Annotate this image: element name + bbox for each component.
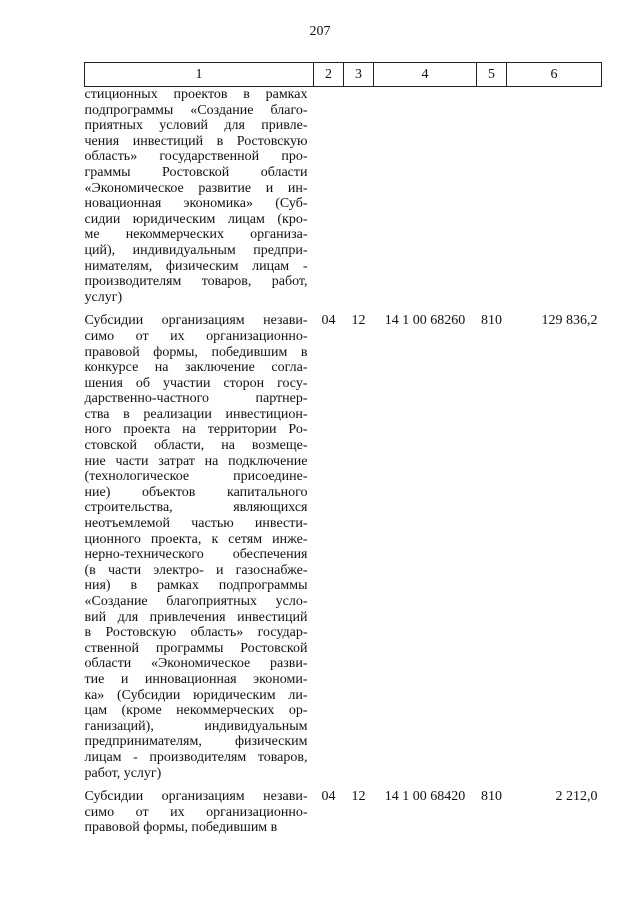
description-line: ка» (Субсидии юридическим ли-: [84, 687, 308, 703]
description-line: ние) объектов капитального: [84, 484, 308, 500]
description-line: шения об участии сторон госу-: [84, 375, 308, 391]
description-line: предпринимателям, физическим: [84, 734, 308, 750]
description-line: подпрограммы «Создание благо-: [84, 102, 308, 118]
subsection-code: 12: [351, 313, 366, 329]
description-line: приятных условий для привле-: [84, 118, 308, 134]
description-line: ного проекта на территории Ро-: [84, 422, 308, 438]
description-line: ме некоммерческих организа-: [84, 227, 308, 243]
amount: 2 212,0: [555, 789, 598, 805]
description-line: неотъемлемой частью инвести-: [84, 516, 308, 532]
expense-type-code: 810: [481, 313, 502, 329]
section-code: 04: [321, 313, 336, 329]
page-number: 207: [309, 24, 331, 39]
description-line: граммы Ростовской области: [84, 164, 308, 180]
description-line: тие и инновационная экономи-: [84, 671, 308, 687]
row-spacer: [85, 781, 602, 789]
description-line: ганизаций), индивидуальным: [84, 718, 308, 734]
description-line: ционного проекта, к сетям инже-: [84, 531, 308, 547]
description-line: сидии юридическим лицам (кро-: [84, 211, 308, 227]
description-line: в Ростовскую область» государ-: [84, 625, 308, 641]
header-col-2: 2: [314, 63, 344, 87]
description-line: ния) в рамках подпрограммы: [84, 578, 308, 594]
subsection-code: 12: [351, 789, 366, 805]
description-line: симо от их организационно-: [84, 328, 308, 344]
target-article-code: 14 1 00 68420: [384, 789, 466, 805]
target-article-code: 14 1 00 68260: [384, 313, 466, 329]
description-line: нимателям, физическим лицам -: [84, 258, 308, 274]
description-line: ние части затрат на подключение: [84, 453, 308, 469]
description-line: правовой формы, победившим в: [84, 820, 278, 836]
description-line: симо от их организационно-: [84, 804, 308, 820]
description-line: ства в реализации инвестицион-: [84, 406, 308, 422]
row-description: [85, 313, 314, 781]
header-col-1: 1: [85, 63, 314, 87]
table-header-row: [85, 63, 602, 87]
description-line: стовской области, на возмеще-: [84, 438, 308, 454]
row-description: [85, 87, 314, 306]
description-line: правовой формы, победившим в: [84, 344, 308, 360]
section-code: [314, 87, 344, 306]
description-line: цам (кроме некоммерческих ор-: [84, 703, 308, 719]
description-line: области «Экономическое разви-: [84, 656, 308, 672]
expense-type-code: [477, 87, 507, 306]
description-line: Субсидии организациям незави-: [84, 313, 308, 329]
header-col-6: 6: [507, 63, 602, 87]
table-row: [85, 87, 602, 306]
description-line: нерно-технического обеспечения: [84, 547, 308, 563]
description-line: «Экономическое развитие и ин-: [84, 180, 308, 196]
description-line: конкурсе на заключение согла-: [84, 360, 308, 376]
description-line: ций), индивидуальным предпри-: [84, 242, 308, 258]
header-col-5: 5: [477, 63, 507, 87]
description-line: стиционных проектов в рамках: [84, 87, 308, 102]
header-col-4: 4: [374, 63, 477, 87]
description-line: дарственно-частного партнер-: [84, 391, 308, 407]
description-line: работ, услуг): [84, 765, 162, 781]
budget-table: [84, 62, 602, 836]
description-line: область» государственной про-: [84, 149, 308, 165]
description-line: (в части электро- и газоснабже-: [84, 562, 308, 578]
description-line: производителям товаров, работ,: [84, 274, 308, 290]
target-article-code: [374, 87, 477, 306]
subsection-code: [344, 87, 374, 306]
description-line: «Создание благоприятных усло-: [84, 594, 308, 609]
description-line: строительства, являющихся: [84, 500, 308, 516]
description-line: услуг): [84, 289, 123, 305]
row-spacer: [85, 305, 602, 313]
header-col-3: 3: [344, 63, 374, 87]
description-line: ственной программы Ростовской: [84, 640, 308, 656]
description-line: новационная экономика» (Суб-: [84, 196, 308, 212]
row-description: [85, 789, 314, 836]
table-row: [85, 789, 602, 836]
table-row: [85, 313, 602, 781]
expense-type-code: 810: [481, 789, 502, 805]
description-line: лицам - производителям товаров,: [84, 749, 308, 765]
amount: 129 836,2: [541, 313, 598, 329]
description-line: чения инвестиций в Ростовскую: [84, 133, 308, 149]
description-line: вий для привлечения инвестиций: [84, 609, 308, 625]
section-code: 04: [321, 789, 336, 805]
amount: [507, 87, 602, 306]
description-line: (технологическое присоедине-: [84, 469, 308, 485]
description-line: Субсидии организациям незави-: [84, 789, 308, 805]
